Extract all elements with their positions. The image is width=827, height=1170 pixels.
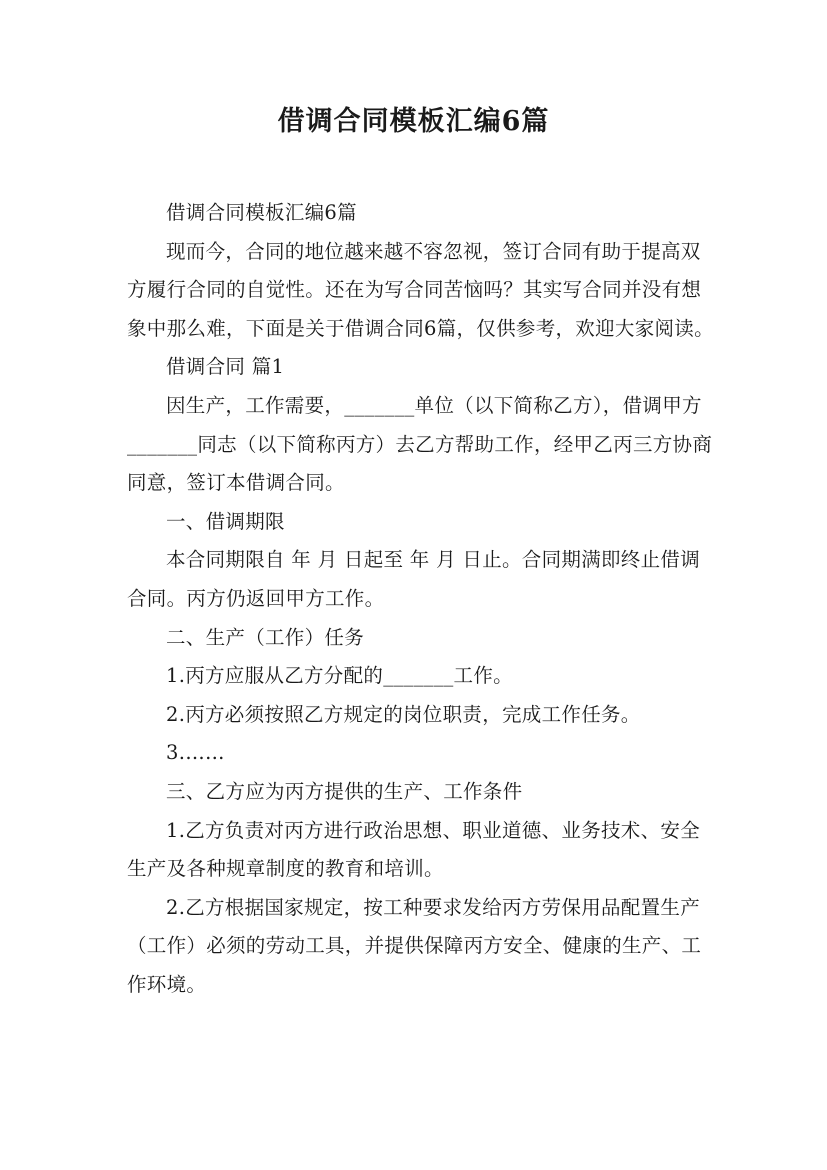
document-body xyxy=(127,194,717,1004)
paragraph-preamble: 因生产，工作需要，_______单位（以下简称乙方），借调甲方_______同志（以下简称丙方）去乙方帮助工作，经甲乙丙三方协商同意，签订本借调合同。 xyxy=(127,393,713,495)
list-item: 2.丙方必须按照乙方规定的岗位职责，完成工作任务。 xyxy=(166,702,641,726)
list-item: 3.…… xyxy=(166,741,225,765)
list-item: 1.丙方应服从乙方分配的_______工作。 xyxy=(166,664,513,688)
section-heading-contract-1: 借调合同 篇1 xyxy=(166,355,285,379)
section-heading-tasks: 二、生产（工作）任务 xyxy=(166,625,365,649)
list-item: 2.乙方根据国家规定，按工种要求发给丙方劳保用品配置生产（工作）必须的劳动工具，并提供保障丙方安全、健康的生产、工作环境。 xyxy=(127,895,702,996)
document-title: 借调合同模板汇编6篇 xyxy=(277,106,550,137)
paragraph-term: 本合同期限自 年 月 日起至 年 月 日止。合同期满即终止借调合同。丙方仍返回甲方工作。 xyxy=(127,548,700,610)
section-heading-conditions: 三、乙方应为丙方提供的生产、工作条件 xyxy=(166,779,523,803)
section-heading-term: 一、借调期限 xyxy=(166,509,285,533)
paragraph-intro: 现而今，合同的地位越来越不容忽视，签订合同有助于提高双方履行合同的自觉性。还在为写合同苦恼吗？其实写合同并没有想象中那么难，下面是关于借调合同6篇，仅供参考，欢迎大家阅读。 xyxy=(127,239,714,340)
paragraph-heading: 借调合同模板汇编6篇 xyxy=(166,201,357,224)
list-item: 1.乙方负责对丙方进行政治思想、职业道德、业务技术、安全生产及各种规章制度的教育和培训。 xyxy=(127,818,701,881)
